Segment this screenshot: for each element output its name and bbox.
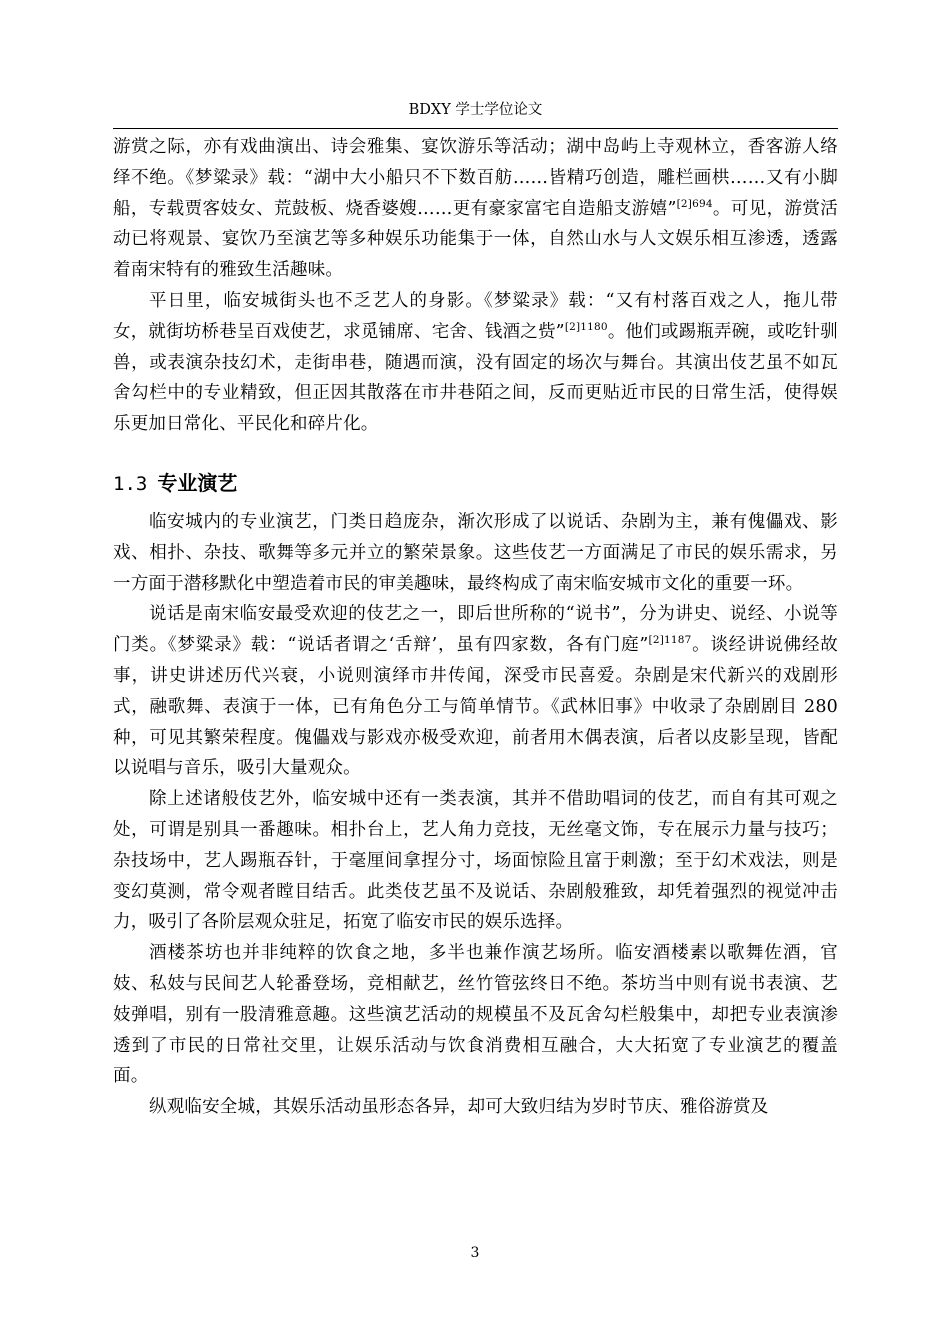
paragraph-7 xyxy=(113,1092,838,1123)
paragraph-4-text-b: 。谈经讲说佛经故事，讲史讲述历代兴衰，小说则演绎市井传闻，深受市民喜爱。杂剧是宋代新兴的戏剧形式，融歌舞、表演于一体，已有角色分工与简单情节。《武林旧事》中收录了杂剧剧目 280 种，可见其繁荣程度。傀儡戏与影戏亦极受欢迎，前者用木偶表演，后者以皮影呈现，皆配以说唱与音乐，吸引大量观众。 xyxy=(113,635,838,779)
paragraph-5 xyxy=(113,784,838,938)
section-title: 专业演艺 xyxy=(157,470,238,495)
header-title: BDXY 学士学位论文 xyxy=(408,102,543,118)
citation-1: [2]694 xyxy=(676,197,713,210)
citation-2: [2]1180 xyxy=(564,320,608,333)
section-heading xyxy=(113,468,838,499)
paragraph-7-text: 纵观临安全城，其娱乐活动虽形态各异，却可大致归结为岁时节庆、雅俗游赏及 xyxy=(149,1097,769,1118)
section-number: 1.3 xyxy=(113,472,148,495)
paragraph-2-text-a: 平日里，临安城街头也不乏艺人的身影。《梦粱录》载：“又有村落百戏之人，拖儿带女，就街坊桥巷呈百戏使艺，求觅铺席、宅舍、钱酒之赀” xyxy=(113,290,838,342)
paragraph-2 xyxy=(113,286,838,440)
paragraph-2-text-b: 。他们或踢瓶弄碗，或吃针驯兽，或表演杂技幻术，走街串巷，随遇而演，没有固定的场次与舞台。其演出伎艺虽不如瓦舍勾栏中的专业精致，但正因其散落在市井巷陌之间，反而更贴近市民的日常生活，使得娱乐更加日常化、平民化和碎片化。 xyxy=(113,321,838,435)
paragraph-1 xyxy=(113,132,838,286)
paragraph-1-text-a: 游赏之际，亦有戏曲演出、诗会雅集、宴饮游乐等活动；湖中岛屿上寺观林立，香客游人络绎不绝。《梦粱录》载：“湖中大小船只不下数百舫……皆精巧创造，雕栏画栱……又有小脚船，专载贾客妓女、荒鼓板、烧香婆嫂……更有豪家富宅自造船支游嬉” xyxy=(113,137,838,219)
paragraph-6 xyxy=(113,938,838,1092)
paragraph-4-text-a: 说话是南宋临安最受欢迎的伎艺之一，即后世所称的“说书”，分为讲史、说经、小说等门类。《梦粱录》载：“说话者谓之‘舌辩’，虽有四家数，各有门庭” xyxy=(113,604,838,656)
paragraph-6-text: 酒楼茶坊也并非纯粹的饮食之地，多半也兼作演艺场所。临安酒楼素以歌舞佐酒，官妓、私妓与民间艺人轮番登场，竞相献艺，丝竹管弦终日不绝。茶坊当中则有说书表演、艺妓弹唱，别有一股清雅意趣。这些演艺活动的规模虽不及瓦舍勾栏般集中，却把专业表演渗透到了市民的日常社交里，让娱乐活动与饮食消费相互融合，大大拓宽了专业演艺的覆盖面。 xyxy=(113,943,838,1087)
paragraph-5-text: 除上述诸般伎艺外，临安城中还有一类表演，其并不借助唱词的伎艺，而自有其可观之处，可谓是别具一番趣味。相扑台上，艺人角力竞技，无丝毫文饰，专在展示力量与技巧；杂技场中，艺人踢瓶吞针，于毫厘间拿捏分寸，场面惊险且富于刺激；至于幻术戏法，则是变幻莫测，常令观者瞠目结舌。此类伎艺虽不及说话、杂剧般雅致，却凭着强烈的视觉冲击力，吸引了各阶层观众驻足，拓宽了临安市民的娱乐选择。 xyxy=(113,789,838,933)
thesis-body xyxy=(113,132,838,1123)
page-number: 3 xyxy=(470,1245,480,1261)
paragraph-3 xyxy=(113,507,838,599)
paragraph-4 xyxy=(113,599,838,784)
page-header xyxy=(113,88,838,129)
paragraph-1-text-b: 。可见，游赏活动已将观景、宴饮乃至演艺等多种娱乐功能集于一体，自然山水与人文娱乐相互渗透，透露着南宋特有的雅致生活趣味。 xyxy=(113,198,838,281)
paragraph-3-text: 临安城内的专业演艺，门类日趋庞杂，渐次形成了以说话、杂剧为主，兼有傀儡戏、影戏、相扑、杂技、歌舞等多元并立的繁荣景象。这些伎艺一方面满足了市民的娱乐需求，另一方面于潜移默化中塑造着市民的审美趣味，最终构成了南宋临安城市文化的重要一环。 xyxy=(113,511,838,594)
citation-3: [2]1187 xyxy=(648,634,692,647)
